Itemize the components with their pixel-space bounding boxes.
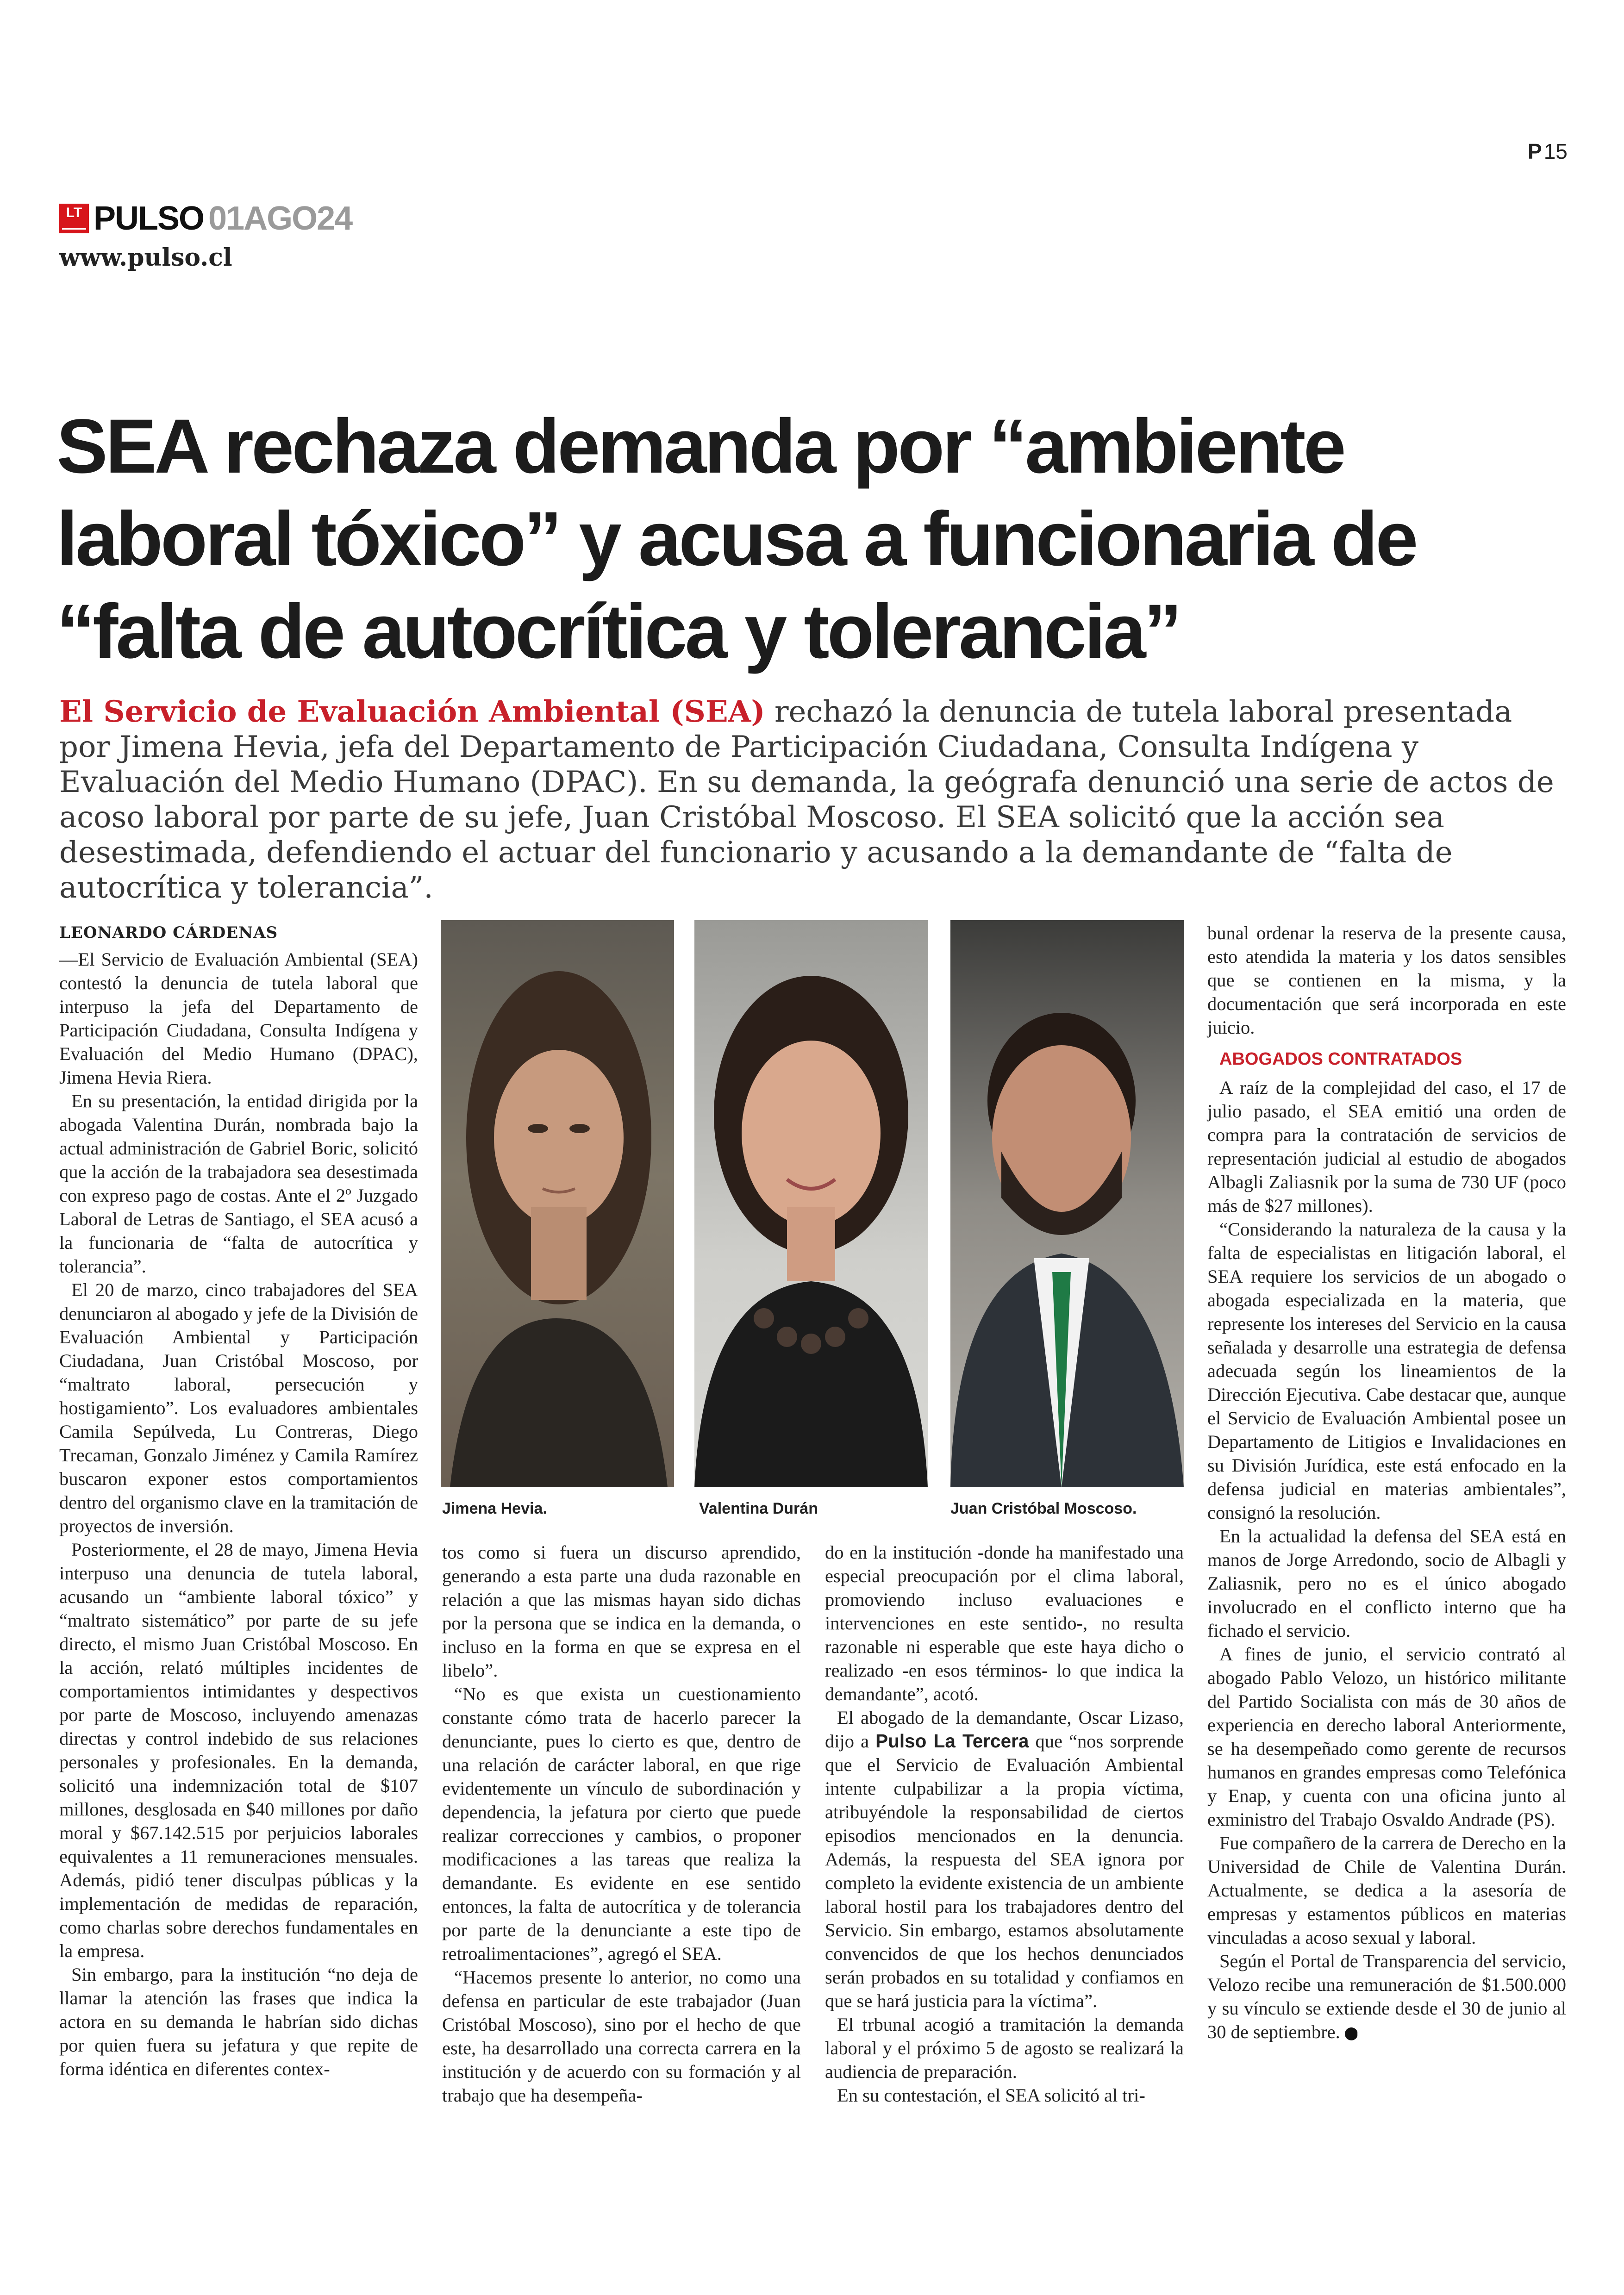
paragraph: bunal ordenar la reserva de la presente causa, esto atendida la materia y los datos sensibles que se contienen en la misma, y la documentación que será incorporada en este juicio. xyxy=(1207,923,1566,1038)
subhead: ABOGADOS CONTRATADOS xyxy=(1219,1049,1462,1069)
portrait-illustration xyxy=(694,920,928,1487)
column-3 xyxy=(825,1540,1184,2107)
paragraph: A fines de junio, el servicio contrató al abogado Pablo Velozo, un histórico militante del Partido Socialista con más de 30 años de experiencia en derecho laboral Anteriormente, se ha desempeñado como gerente de recursos humanos en grandes empresas como Telefónica y Enap, y cuenta con una oficina junto al exministro del Trabajo Osvaldo Andrade (PS). xyxy=(1207,1644,1566,1830)
paragraph: En su presentación, la entidad dirigida por la abogada Valentina Durán, nombrada bajo la actual administración de Gabriel Boric, solicitó que la acción de la trabajadora sea desestimada con expreso pago de costas. Ante el 2º Juzgado Laboral de Letras de Santiago, el SEA acusó a la funcionaria de “falta de autocrítica y tolerancia”. xyxy=(59,1091,418,1277)
paragraph: En la actualidad la defensa del SEA está en manos de Jorge Arredondo, socio de Albagli y Zaliasnik, pero no es el único abogado involucrado en el conflicto interno que ha fichado el servicio. xyxy=(1207,1526,1566,1641)
outlet-name: Pulso La Tercera xyxy=(875,1730,1029,1752)
photo-juan-cristobal-moscoso xyxy=(950,920,1184,1487)
paragraph: Posteriormente, el 28 de mayo, Jimena Hevia interpuso una denuncia de tutela laboral, acusando un “ambiente laboral tóxico” y “maltrato sistemático” por parte de su jefe directo, el mismo Juan Cristóbal Moscoso. En la acción, relató múltiples incidentes de comportamientos intimidantes y despectivos por parte de Moscoso, incluyendo amenazas directas y control indebido de sus relaciones personales y profesionales. En la demanda, solicitó una indemnización total de $107 millones, desglosada en $40 millones por daño moral y $67.142.515 por perjuicios laborales equivalentes a 11 remuneraciones mensuales. Además, pidió tener disculpas públicas y la implementación de medidas de reparación, como charlas sobre derechos fundamentales en la empresa. xyxy=(59,1539,418,1961)
headline: SEA rechaza demanda por “ambiente laboral tóxico” y acusa a funcionaria de “falta de autocrítica y tolerancia” xyxy=(56,404,1416,674)
paragraph: do en la institución -donde ha manifestado una especial preocupación por el clima laboral, promoviendo incluso evaluaciones e intervenciones en este sentido-, no resulta razonable ni esperable que este haya dicho o realizado -en esos términos- lo que indica la demandante”, acotó. xyxy=(825,1542,1184,1704)
paragraph: En su contestación, el SEA solicitó al tri- xyxy=(837,2085,1145,2106)
paragraph: El 20 de marzo, cinco trabajadores del SEA denunciaron al abogado y jefe de la División de Evaluación Ambiental y Participación Ciudadana, Juan Cristóbal Moscoso, por “maltrato laboral, persecución y hostigamiento”. Los evaluadores ambientales Camila Sepúlveda, Lu Contreras, Diego Trecaman, Gonzalo Jiménez y Camila Ramírez buscaron exponer estos comportamientos dentro del organismo clave en la tramitación de proyectos de inversión. xyxy=(59,1279,418,1536)
caption-jimena-hevia: Jimena Hevia. xyxy=(442,1500,547,1517)
la-tercera-logo: LT xyxy=(59,204,89,233)
portrait-illustration xyxy=(441,920,674,1487)
column-1 xyxy=(59,921,418,2081)
portrait-illustration xyxy=(950,920,1184,1487)
paragraph: El abogado de la demandante, Oscar Lizaso, dijo a Pulso La Tercera que “nos sorprende que el Servicio de Evaluación Ambiental intente culpabilizar a la propia víctima, atribuyéndole la responsabilidad de ciertos episodios mencionados en la denuncia. Además, la respuesta del SEA ignora por completo la evidente existencia de un ambiente laboral hostil para los trabajadores dentro del Servicio. Sin embargo, estamos absolutamente convencidos de que los hechos denunciados serán probados en su totalidad y confiamos en que se hará justicia para la víctima”. xyxy=(825,1707,1184,2011)
lead-paragraph xyxy=(59,694,1559,905)
paragraph: “Considerando la naturaleza de la causa y la falta de especialistas en litigación laboral, el SEA requiere los servicios de un abogado o abogada especializada en la materia, que represente los intereses del Servicio en la causa señalada y desarrolle una estrategia de defensa adecuada según los lineamientos de la Dirección Ejecutiva. Cabe destacar que, aunque el Servicio de Evaluación Ambiental posee un Departamento de Litigios e Invalidaciones en su División Jurídica, este está enfocado en la defensa judicial en materias ambientales”, consignó la resolución. xyxy=(1207,1219,1566,1523)
page-number: P15 xyxy=(1528,139,1568,163)
brand-name: PULSO xyxy=(94,200,204,237)
column-2 xyxy=(442,1540,801,2107)
lead-highlight: El Servicio de Evaluación Ambiental (SEA) xyxy=(59,694,765,729)
paragraph: “Hacemos presente lo anterior, no como una defensa en particular de este trabajador (Juan Cristóbal Moscoso), sino por el hecho de que este, ha desarrollado una correcta carrera en la institución y de acuerdo con su formación y al trabajo que ha desempeña- xyxy=(442,1967,801,2106)
byline: LEONARDO CÁRDENAS xyxy=(59,923,278,942)
site-url[interactable]: www.pulso.cl xyxy=(59,243,232,272)
issue-date: 01AGO24 xyxy=(208,200,352,237)
paragraph: El trbunal acogió a tramitación la demanda laboral y el próximo 5 de agosto se realizará la audiencia de preparación. xyxy=(825,2014,1184,2082)
caption-juan-cristobal-moscoso: Juan Cristóbal Moscoso. xyxy=(950,1500,1137,1517)
paragraph: Sin embargo, para la institución “no deja de llamar la atención las frases que indica la actora en su demanda le habrían sido dichas por quien fuera su jefatura y que repite de forma idéntica en diferentes contex- xyxy=(59,1964,418,2079)
paragraph: A raíz de la complejidad del caso, el 17 de julio pasado, el SEA emitió una orden de compra para la contratación de servicios de representación judicial al estudio de abogados Albagli Zaliasnik por la suma de 730 UF (poco más de $27 millones). xyxy=(1207,1077,1566,1216)
paragraph: Fue compañero de la carrera de Derecho en la Universidad de Chile de Valentina Durán. Actualmente, se dedica a la asesoría de empresas y estamentos públicos en materias vinculadas a acoso sexual y laboral. xyxy=(1207,1833,1566,1948)
lead-text: rechazó la denuncia de tutela laboral presentada por Jimena Hevia, jefa del Departamento de Participación Ciudadana, Consulta Indígena y Evaluación del Medio Humano (DPAC). En su demanda, la geógrafa denunció una serie de actos de acoso laboral por parte de su jefe, Juan Cristóbal Moscoso. El SEA solicitó que la acción sea desestimada, defendiendo el actuar del funcionario y acusando a la demandante de “falta de autocrítica y tolerancia”. xyxy=(59,695,1554,905)
photo-valentina-duran xyxy=(694,920,928,1487)
photo-jimena-hevia xyxy=(441,920,674,1487)
paragraph: —El Servicio de Evaluación Ambiental (SEA) contestó la denuncia de tutela laboral que interpuso la jefa del Departamento de Participación Ciudadana, Consulta Indígena y Evaluación del Medio Humano (DPAC), Jimena Hevia Riera. xyxy=(59,949,418,1088)
caption-valentina-duran: Valentina Durán xyxy=(699,1500,818,1517)
paragraph: tos como si fuera un discurso aprendido, generando a esta parte una duda razonable en relación a que las mismas hayan sido dichas por la persona que se indica en la demanda, o incluso en la forma en que se expresa en el libelo”. xyxy=(442,1542,801,1681)
paragraph: “No es que exista un cuestionamiento constante cómo trata de hacerlo parecer la denunciante, pues lo cierto es que, dentro de una relación de carácter laboral, en que rige evidentemente un vínculo de subordinación y dependencia, la jefatura por cierto que puede realizar correcciones y cambios, o proponer modificaciones a las tareas que realiza la demandante. Es evidente en ese sentido entonces, la falta de autocrítica y de tolerancia por parte de la denunciante a este tipo de retroalimentaciones”, agregó el SEA. xyxy=(442,1684,801,1964)
end-mark-icon: P xyxy=(1345,2027,1358,2040)
paragraph: Según el Portal de Transparencia del servicio, Velozo recibe una remuneración de $1.500.000 y su vínculo se extiende desde el 30 de junio al 30 de septiembre. P xyxy=(1207,1951,1566,2042)
masthead xyxy=(59,200,352,237)
column-4 xyxy=(1207,921,1566,2044)
